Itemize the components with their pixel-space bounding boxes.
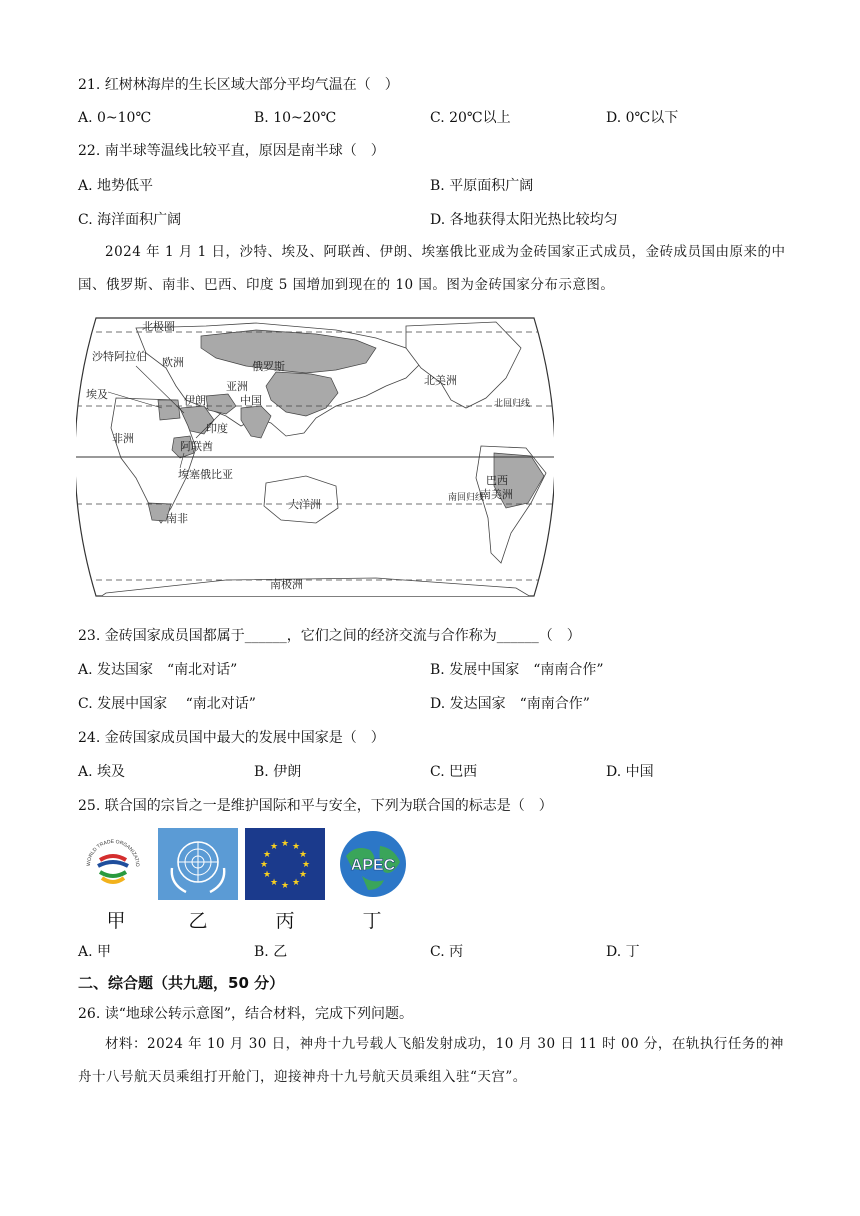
label-tropic-cancer: 北回归线	[494, 398, 531, 408]
label-brazil: 巴西	[486, 475, 508, 487]
q23-option-b: B. 发展中国家 “南南合作”	[430, 662, 604, 678]
q21-option-c: C. 20℃以上	[430, 110, 511, 126]
svg-text:★: ★	[280, 881, 290, 891]
egypt-shape	[158, 400, 180, 420]
brics-world-map	[76, 308, 554, 606]
label-europe: 欧洲	[162, 357, 184, 369]
q25-option-a: A. 甲	[78, 944, 112, 960]
label-iran: 伊朗	[184, 395, 206, 407]
q25-option-b: B. 乙	[254, 944, 288, 960]
q25-option-c: C. 丙	[430, 944, 464, 960]
un-logo	[158, 828, 238, 900]
q26-stem: 26. 读“地球公转示意图”，结合材料，完成下列问题。	[78, 1006, 414, 1022]
label-antarctica: 南极洲	[270, 579, 303, 591]
eu-flag	[245, 828, 325, 900]
section-heading: 二、综合题（共九题，50 分）	[78, 974, 285, 992]
svg-text:★: ★	[298, 850, 308, 860]
q24-option-a: A. 埃及	[78, 764, 126, 780]
q22-option-c: C. 海洋面积广阔	[78, 212, 182, 228]
label-south-africa: 南非	[166, 513, 188, 525]
label-uae: 阿联酋	[180, 441, 213, 453]
svg-text:APEC: APEC	[350, 857, 396, 874]
svg-text:★: ★	[259, 860, 269, 870]
wto-logo	[78, 828, 148, 898]
q23-option-c: C. 发展中国家 “南北对话”	[78, 696, 256, 712]
label-north-america: 北美洲	[424, 375, 457, 387]
q21-option-a: A. 0~10℃	[78, 110, 152, 126]
q21-option-b: B. 10~20℃	[254, 110, 337, 126]
q21-option-d: D. 0℃以下	[606, 110, 679, 126]
q23-stem: 23. 金砖国家成员国都属于______，它们之间的经济交流与合作称为______（ ）	[78, 628, 581, 644]
label-arctic-circle: 北极圈	[142, 321, 175, 333]
q22-stem: 22. 南半球等温线比较平直，原因是南半球（ ）	[78, 143, 385, 159]
svg-text:★: ★	[291, 878, 301, 888]
q23-option-a: A. 发达国家 “南北对话”	[78, 662, 238, 678]
q22-option-d: D. 各地获得太阳光热比较均匀	[430, 212, 618, 228]
label-oceania: 大洋洲	[288, 499, 321, 511]
svg-text:★: ★	[291, 842, 301, 852]
label-china: 中国	[240, 395, 262, 407]
label-india: 印度	[206, 423, 228, 435]
material-brics: 2024 年 1 月 1 日，沙特、埃及、阿联酋、伊朗、埃塞俄比亚成为金砖国家正式成员，金砖成员国由原来的中国、俄罗斯、南非、巴西、印度 5 国增加到现在的 10 国。图为金砖国家分布示意图。	[78, 244, 786, 293]
q24-option-b: B. 伊朗	[254, 764, 302, 780]
label-saudi: 沙特阿拉伯	[92, 351, 147, 363]
svg-text:WORLD TRADE ORGANIZATION: WORLD TRADE ORGANIZATIO	[85, 838, 141, 867]
q24-option-d: D. 中国	[606, 764, 654, 780]
q21-stem: 21. 红树林海岸的生长区域大部分平均气温在（ ）	[78, 77, 399, 93]
svg-text:★: ★	[269, 842, 279, 852]
svg-text:★: ★	[269, 878, 279, 888]
q25-option-d: D. 丁	[606, 944, 640, 960]
label-tropic-capricorn: 南回归线	[448, 492, 485, 502]
logo-caption-ding: 丁	[362, 910, 382, 932]
label-ethiopia: 埃塞俄比亚	[178, 469, 233, 481]
label-egypt: 埃及	[86, 389, 108, 401]
q26-material: 材料：2024 年 10 月 30 日，神舟十九号载人飞船发射成功，10 月 30 日 11 时 00 分，在轨执行任务的神舟十八号航天员乘组打开舱门，迎接神舟十九号航天员乘组入驻“天宫”。	[78, 1036, 784, 1085]
logo-caption-yi: 乙	[188, 910, 208, 932]
label-africa: 非洲	[112, 433, 134, 445]
svg-text:★: ★	[280, 839, 290, 849]
logo-caption-bing: 丙	[275, 910, 295, 932]
q23-option-d: D. 发达国家 “南南合作”	[430, 696, 590, 712]
svg-text:★: ★	[301, 860, 311, 870]
svg-text:★: ★	[262, 870, 272, 880]
q24-option-c: C. 巴西	[430, 764, 478, 780]
label-south-america: 南美洲	[480, 489, 513, 501]
label-russia: 俄罗斯	[252, 361, 285, 373]
logo-caption-jia: 甲	[106, 910, 126, 932]
svg-text:★: ★	[298, 870, 308, 880]
q22-option-b: B. 平原面积广阔	[430, 178, 534, 194]
q25-stem: 25. 联合国的宗旨之一是维护国际和平与安全，下列为联合国的标志是（ ）	[78, 798, 553, 814]
apec-logo	[332, 828, 414, 900]
label-asia: 亚洲	[226, 381, 248, 393]
svg-text:★: ★	[262, 850, 272, 860]
q22-option-a: A. 地势低平	[78, 178, 154, 194]
q24-stem: 24. 金砖国家成员国中最大的发展中国家是（ ）	[78, 730, 385, 746]
